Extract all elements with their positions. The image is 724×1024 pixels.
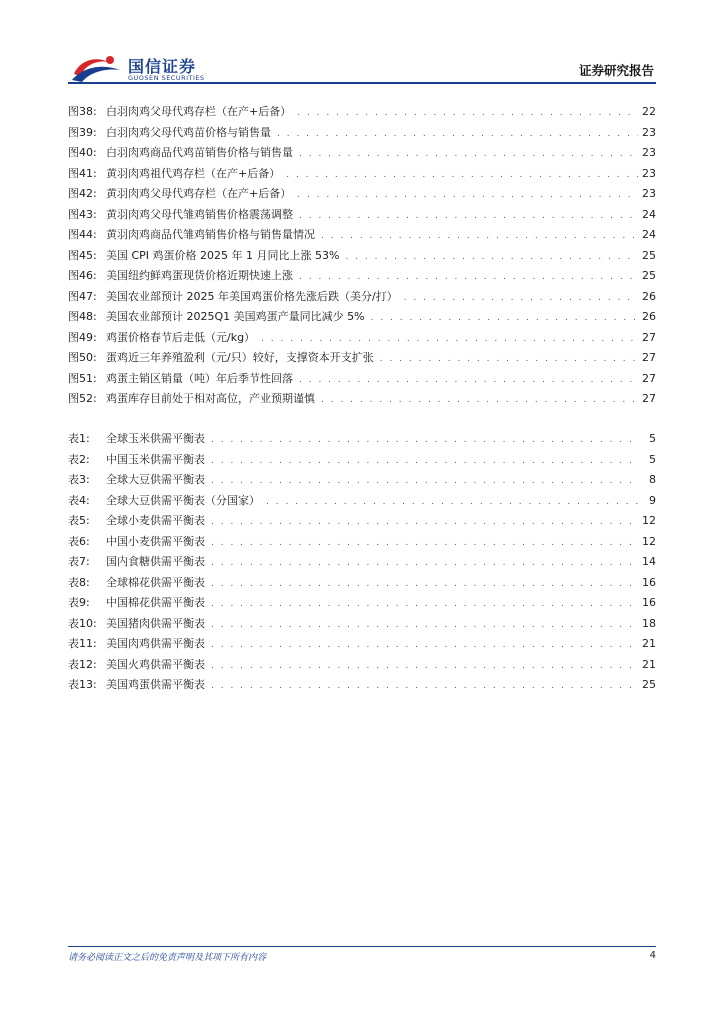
toc-leader-dots	[211, 594, 638, 615]
toc-number: 图43:	[68, 207, 97, 221]
toc-title: 全球玉米供需平衡表	[106, 432, 205, 445]
toc-table-item[interactable]	[68, 552, 656, 573]
toc-page-number: 18	[642, 616, 656, 630]
toc-figure-item[interactable]	[68, 328, 656, 349]
toc-table-item[interactable]	[68, 614, 656, 635]
toc-number: 图49:	[68, 330, 97, 344]
toc-leader-dots	[297, 103, 638, 124]
toc-figure-item[interactable]	[68, 164, 656, 185]
guosen-logo-icon	[70, 52, 122, 84]
toc-leader-dots	[371, 308, 638, 329]
toc-leader-dots	[321, 390, 638, 411]
toc-number: 图45:	[68, 248, 97, 262]
toc-leader-dots	[299, 267, 638, 288]
toc-number: 表8:	[68, 575, 90, 589]
toc-leader-dots	[211, 676, 638, 697]
toc-leader-dots	[266, 492, 638, 513]
toc-title: 鸡蛋库存目前处于相对高位，产业预期谨慎	[106, 392, 315, 405]
toc-leader-dots	[261, 329, 638, 350]
toc-page-number: 24	[642, 228, 656, 241]
toc-title: 全球棉花供需平衡表	[106, 575, 205, 589]
toc-number: 表12:	[68, 657, 97, 671]
toc-page-number: 23	[642, 187, 656, 200]
toc-number: 表11:	[68, 637, 97, 650]
toc-leader-dots	[277, 124, 638, 145]
toc-page-number: 25	[642, 678, 656, 691]
toc-table-item[interactable]	[68, 675, 656, 696]
toc-table-item[interactable]	[68, 491, 656, 512]
table-list	[68, 429, 656, 696]
toc-table-item[interactable]	[68, 470, 656, 491]
toc-figure-item[interactable]	[68, 184, 656, 205]
toc-page-number: 27	[642, 392, 656, 405]
toc-number: 表4:	[68, 493, 90, 507]
toc-title: 全球小麦供需平衡表	[106, 514, 205, 527]
toc-number: 表13:	[68, 678, 97, 691]
toc-figure-item[interactable]	[68, 102, 656, 123]
toc-page-number: 21	[642, 637, 656, 650]
header-divider	[68, 82, 656, 84]
toc-page-number: 23	[642, 146, 656, 159]
toc-number: 图51:	[68, 371, 97, 385]
toc-title: 美国鸡蛋供需平衡表	[106, 678, 205, 691]
toc-page-number: 5	[649, 452, 656, 466]
toc-title: 蛋鸡近三年养殖盈利（元/只）较好，支撑资本开支扩张	[106, 351, 374, 364]
toc-number: 图41:	[68, 166, 97, 180]
toc-figure-item[interactable]	[68, 225, 656, 246]
logo-text-cn: 国信证券	[128, 57, 197, 76]
toc-figure-item[interactable]	[68, 348, 656, 369]
toc-page-number: 9	[649, 493, 656, 507]
toc-table-item[interactable]	[68, 655, 656, 676]
toc-page-number: 25	[642, 248, 656, 262]
page-number: 4	[649, 950, 656, 961]
toc-leader-dots	[211, 512, 638, 533]
toc-page-number: 26	[642, 289, 656, 303]
toc-number: 图38:	[68, 105, 97, 118]
guosen-logo	[70, 52, 240, 84]
toc-table-item[interactable]	[68, 573, 656, 594]
toc-leader-dots	[299, 206, 638, 227]
toc-title: 中国玉米供需平衡表	[106, 452, 205, 466]
page-header	[68, 50, 656, 86]
footer-divider	[68, 946, 656, 947]
toc-title: 美国肉鸡供需平衡表	[106, 637, 205, 650]
toc-number: 图48:	[68, 310, 97, 323]
toc-title: 白羽肉鸡商品代鸡苗销售价格与销售量	[106, 146, 293, 159]
toc-page-number: 14	[642, 555, 656, 568]
toc-leader-dots	[211, 553, 638, 574]
toc-leader-dots	[211, 574, 638, 595]
toc-title: 美国农业部预计 2025 年美国鸡蛋价格先涨后跌（美分/打）	[106, 289, 398, 303]
footer-disclaimer: 请务必阅读正文之后的免责声明及其项下所有内容	[68, 953, 267, 963]
toc-page-number: 27	[642, 330, 656, 344]
toc-figure-item[interactable]	[68, 143, 656, 164]
toc-title: 美国农业部预计 2025Q1 美国鸡蛋产量同比减少 5%	[106, 310, 365, 323]
toc-leader-dots	[299, 144, 638, 165]
toc-leader-dots	[345, 247, 638, 268]
toc-leader-dots	[211, 656, 638, 677]
toc-page-number: 23	[642, 125, 656, 139]
toc-title: 白羽肉鸡父母代鸡苗价格与销售量	[106, 125, 271, 139]
toc-leader-dots	[286, 165, 638, 186]
toc-table-item[interactable]	[68, 450, 656, 471]
toc-title: 美国 CPI 鸡蛋价格 2025 年 1 月同比上涨 53%	[106, 248, 340, 262]
toc-figure-item[interactable]	[68, 287, 656, 308]
toc-figure-item[interactable]	[68, 266, 656, 287]
toc-number: 表7:	[68, 555, 90, 568]
toc-page-number: 27	[642, 371, 656, 385]
toc-title: 黄羽肉鸡父母代雏鸡销售价格震荡调整	[106, 207, 293, 221]
toc-title: 黄羽肉鸡父母代鸡存栏（在产+后备）	[106, 187, 292, 200]
toc-page-number: 16	[642, 575, 656, 589]
toc-figure-item[interactable]	[68, 246, 656, 267]
toc-number: 图40:	[68, 146, 97, 159]
toc-leader-dots	[299, 370, 638, 391]
toc-leader-dots	[404, 288, 638, 309]
toc-table-item[interactable]	[68, 429, 656, 450]
toc-title: 美国猪肉供需平衡表	[106, 616, 205, 630]
report-type-label: 证券研究报告	[578, 63, 654, 78]
toc-number: 表3:	[68, 473, 90, 486]
toc-leader-dots	[211, 451, 638, 472]
toc-table-item[interactable]	[68, 593, 656, 614]
toc-leader-dots	[211, 615, 638, 636]
toc-number: 图52:	[68, 392, 97, 405]
toc-leader-dots	[297, 185, 638, 206]
toc-number: 图50:	[68, 351, 97, 364]
toc-leader-dots	[211, 533, 638, 554]
toc-title: 鸡蛋主销区销量（吨）年后季节性回落	[106, 371, 293, 385]
toc-table-item[interactable]	[68, 634, 656, 655]
toc-number: 图47:	[68, 289, 97, 303]
toc-leader-dots	[211, 471, 638, 492]
toc-leader-dots	[321, 226, 638, 247]
toc-title: 黄羽肉鸡商品代雏鸡销售价格与销售量情况	[106, 228, 315, 241]
toc-title: 白羽肉鸡父母代鸡存栏（在产+后备）	[106, 105, 292, 118]
toc-page-number: 12	[642, 534, 656, 548]
toc-page-number: 22	[642, 105, 656, 118]
toc-figure-item[interactable]	[68, 123, 656, 144]
toc-figure-item[interactable]	[68, 369, 656, 390]
toc-number: 图42:	[68, 187, 97, 200]
toc-table-item[interactable]	[68, 532, 656, 553]
toc-figure-item[interactable]	[68, 205, 656, 226]
toc-page-number: 12	[642, 514, 656, 527]
toc-leader-dots	[211, 635, 638, 656]
toc-page-number: 23	[642, 166, 656, 180]
toc-page-number: 27	[642, 351, 656, 364]
toc-number: 图44:	[68, 228, 97, 241]
toc-number: 表9:	[68, 596, 90, 609]
toc-number: 表2:	[68, 452, 90, 466]
toc-figure-item[interactable]	[68, 307, 656, 328]
toc-title: 国内食糖供需平衡表	[106, 555, 205, 568]
toc-page-number: 5	[649, 432, 656, 445]
toc-title: 全球大豆供需平衡表	[106, 473, 205, 486]
toc-leader-dots	[380, 349, 638, 370]
toc-page-number: 16	[642, 596, 656, 609]
toc-title: 中国棉花供需平衡表	[106, 596, 205, 609]
toc-title: 全球大豆供需平衡表（分国家）	[106, 493, 260, 507]
toc-page-number: 21	[642, 657, 656, 671]
toc-number: 表5:	[68, 514, 90, 527]
toc-number: 表6:	[68, 534, 90, 548]
toc-title: 美国纽约鲜鸡蛋现货价格近期快速上涨	[106, 269, 293, 282]
toc-leader-dots	[211, 430, 638, 451]
toc-page-number: 25	[642, 269, 656, 282]
toc-title: 鸡蛋价格春节后走低（元/kg）	[106, 330, 256, 344]
figure-list	[68, 102, 656, 410]
toc-title: 黄羽肉鸡祖代鸡存栏（在产+后备）	[106, 166, 281, 180]
toc-title: 中国小麦供需平衡表	[106, 534, 205, 548]
toc-page-number: 8	[649, 473, 656, 486]
toc-figure-item[interactable]	[68, 389, 656, 410]
logo-text-en: GUOSEN SECURITIES	[128, 74, 205, 82]
toc-number: 表10:	[68, 616, 97, 630]
toc-number: 图46:	[68, 269, 97, 282]
toc-number: 图39:	[68, 125, 97, 139]
toc-table-item[interactable]	[68, 511, 656, 532]
toc-page-number: 26	[642, 310, 656, 323]
toc-title: 美国火鸡供需平衡表	[106, 657, 205, 671]
toc-page-number: 24	[642, 207, 656, 221]
toc-number: 表1:	[68, 432, 90, 445]
